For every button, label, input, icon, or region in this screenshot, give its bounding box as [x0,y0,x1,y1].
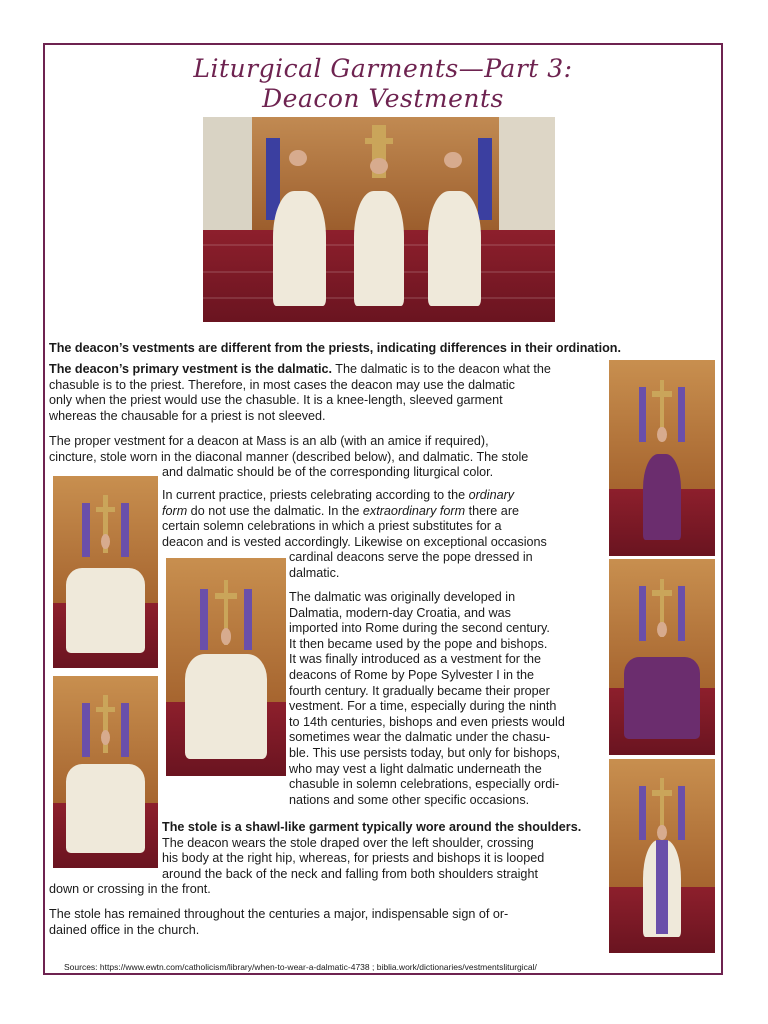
para6-line: dained office in the church. [49,922,200,937]
para3-emphasis: form [162,503,188,518]
violet-dalmatic-photo-2 [609,559,715,755]
para4-line: vestment. For a time, especially during the ninth [289,699,557,714]
para4-line: sometimes wear the dalmatic under the chasu- [289,730,551,745]
para3-line: certain solemn celebrations in which a priest substitutes for a [162,519,502,534]
white-dalmatic-arms-out-photo-2 [166,558,286,776]
para4-line: It then became used by the pope and bishops. [289,636,548,651]
para4-line: The dalmatic was originally developed in [289,590,516,604]
para4-line: fourth century. It gradually became their proper [289,683,550,698]
para4-line: nations and some other specific occasions. [289,792,530,807]
para3-text: do not use the dalmatic. In the [187,503,363,518]
para-stole [162,820,608,882]
title-line-1: Liturgical Garments—Part 3: [193,54,573,83]
para3-emphasis: ordinary [468,488,515,502]
para4-line: who may vest a light dalmatic underneath the [289,761,542,776]
para6-line: The stole has remained throughout the centuries a major, indispensable sign of or- [49,907,509,921]
para2-line: and dalmatic should be of the corresponding liturgical color. [162,465,494,480]
para-dalmatic-primary [49,362,605,424]
para5-line: down or crossing in the front. [49,882,211,896]
page-title [43,54,723,114]
para-proper-vestment [49,434,605,481]
violet-stole-photo [609,759,715,953]
para3-text: In current practice, priests celebrating according to the [162,488,469,502]
white-dalmatic-arms-out-photo-3 [53,676,158,868]
white-dalmatic-arms-out-photo-1 [53,476,158,668]
title-line-2: Deacon Vestments [262,84,504,113]
para4-line: imported into Rome during the second century. [289,621,550,636]
para3-line: deacon and is vested accordingly. Likewise on exceptional occasions [162,534,547,549]
para5-line: The deacon wears the stole draped over the left shoulder, crossing [162,835,534,850]
para3-emphasis: extraordinary form [362,503,466,518]
para2-line: cincture, stole worn in the diaconal manner (described below), and dalmatic. The stole [49,449,529,464]
para3-text: there are [465,503,520,518]
para4-line: deacons of Rome by Pope Sylvester I in the [289,667,535,682]
para1-line: only when the priest would use the chasuble. It is a knee-length, sleeved garment [49,393,503,408]
para-stole-sign [49,907,605,938]
para1-line: whereas the chausable for a priest is not sleeved. [49,408,326,423]
intro-text: The deacon’s vestments are different from the priests, indicating differences in their ordination. [49,341,621,355]
para2-line: The proper vestment for a deacon at Mass is an alb (with an amice if required), [49,434,489,448]
para1-heading: The deacon’s primary vestment is the dalmatic. [49,362,332,376]
para4-line: Dalmatia, modern-day Croatia, and was [289,605,511,620]
para1-line: chasuble is to the priest. Therefore, in most cases the deacon may use the dalmatic [49,377,515,392]
para5-heading: The stole is a shawl-like garment typically wore around the shoulders. [162,820,582,834]
para4-line: chasuble in solemn celebrations, especially ordi- [289,777,560,792]
three-clergy-photo [203,117,555,322]
para-current-practice [162,488,606,582]
para3-line: cardinal deacons serve the pope dressed in [289,550,533,565]
para-dalmatic-history [289,590,607,808]
para-stole-end [49,882,211,898]
para5-line: around the back of the neck and falling from both shoulders straight [162,866,538,881]
intro-line [49,341,621,357]
para4-line: to 14th centuries, bishops and even priests would [289,714,565,729]
violet-dalmatic-photo-1 [609,360,715,556]
para1-line: The dalmatic is to the deacon what the [332,362,551,376]
para4-line: It was finally introduced as a vestment for the [289,652,541,667]
para3-line: dalmatic. [289,565,340,580]
para4-line: ble. This use persists today, but only for bishops, [289,745,561,760]
para5-line: his body at the right hip, whereas, for priests and bishops it is looped [162,851,545,866]
sources-line: Sources: https://www.ewtn.com/catholicism/library/when-to-wear-a-dalmatic-4738 ; biblia.work/dictionaries/vestmentsliturgical/ [64,962,537,972]
